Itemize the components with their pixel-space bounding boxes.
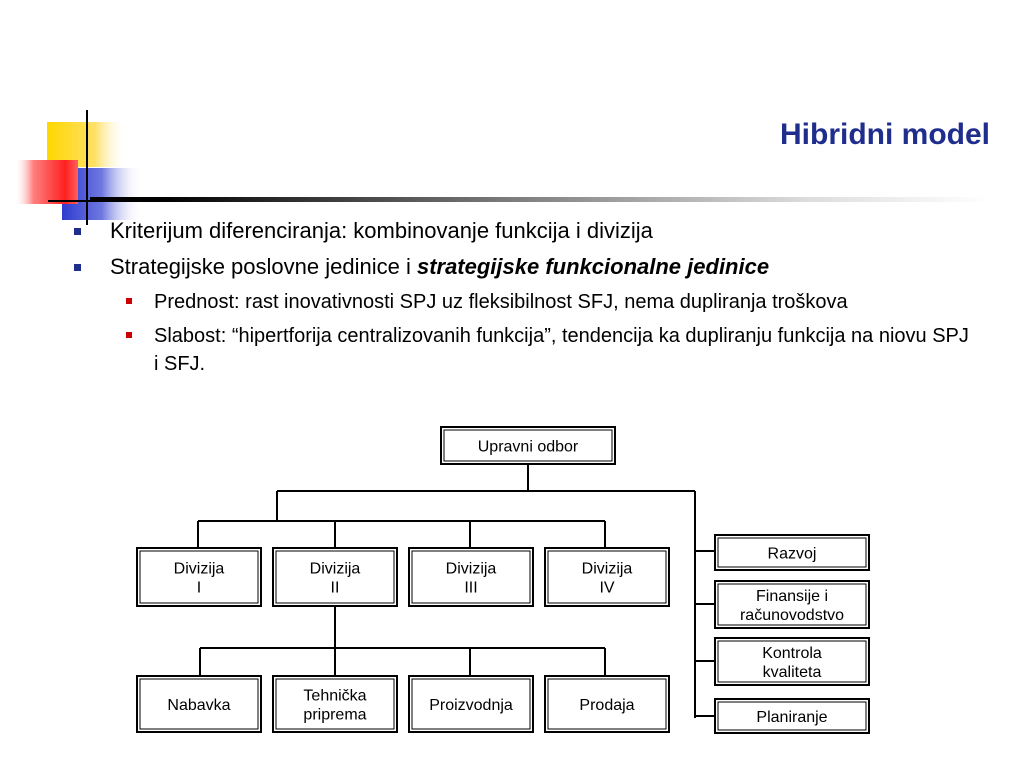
org-box-function: [545, 676, 669, 732]
page-title: Hibridni model: [780, 118, 990, 151]
subbullet-text: Prednost: rast inovativnosti SPJ uz fleksibilnost SFJ, nema dupliranja troškova: [154, 291, 848, 313]
org-box-staff-label: kvaliteta: [762, 664, 822, 681]
org-box-staff-label: Kontrola: [762, 645, 822, 662]
org-box-staff: [715, 638, 869, 685]
org-box-staff: [715, 535, 869, 570]
org-box-staff-label: Planiranje: [756, 709, 828, 726]
org-box-function: [273, 676, 397, 732]
org-box-top: [441, 427, 615, 464]
org-box-division: [409, 548, 533, 606]
subbullet-text: Slabost: “hipertforija centralizovanih funkcija”, tendencija ka dupliranju funkcija na niovu SPJ i SFJ.: [154, 325, 969, 375]
org-box-function-label: Nabavka: [167, 697, 231, 714]
org-box-division-label: Divizija: [173, 560, 225, 578]
org-box-division-label: I: [196, 579, 202, 597]
org-box-function-label: Proizvodnja: [429, 697, 513, 714]
org-box-staff-label: računovodstvo: [739, 607, 845, 624]
org-box-division-label: III: [464, 579, 478, 597]
org-box-division: [273, 548, 397, 606]
org-box-division-label: Divizija: [445, 560, 497, 578]
org-box-function: [409, 676, 533, 732]
bullet-emphasis: strategijske funkcionalne jedinice: [416, 254, 770, 279]
org-box-division: [137, 548, 261, 606]
org-box-function-label: priprema: [303, 706, 367, 724]
org-box-staff-label: Finansije i: [755, 588, 829, 605]
org-box-top-label: Upravni odbor: [477, 438, 579, 456]
org-box-division-label: II: [330, 579, 340, 597]
org-box-function-label: Prodaja: [579, 697, 635, 714]
org-box-division-label: Divizija: [309, 560, 361, 578]
org-box-function: [137, 676, 261, 732]
org-box-division-label: IV: [599, 579, 615, 597]
bullet-text: Strategijske poslovne jedinice i: [110, 254, 417, 279]
org-box-staff: [715, 581, 869, 628]
org-box-function-label: Tehnička: [303, 687, 367, 705]
org-box-staff: [715, 699, 869, 733]
org-box-division-label: Divizija: [581, 560, 633, 578]
org-box-staff-label: Razvoj: [767, 545, 817, 563]
bullet-text: Kriterijum diferenciranja: kombinovanje funkcija i divizija: [110, 218, 653, 243]
org-box-division: [545, 548, 669, 606]
